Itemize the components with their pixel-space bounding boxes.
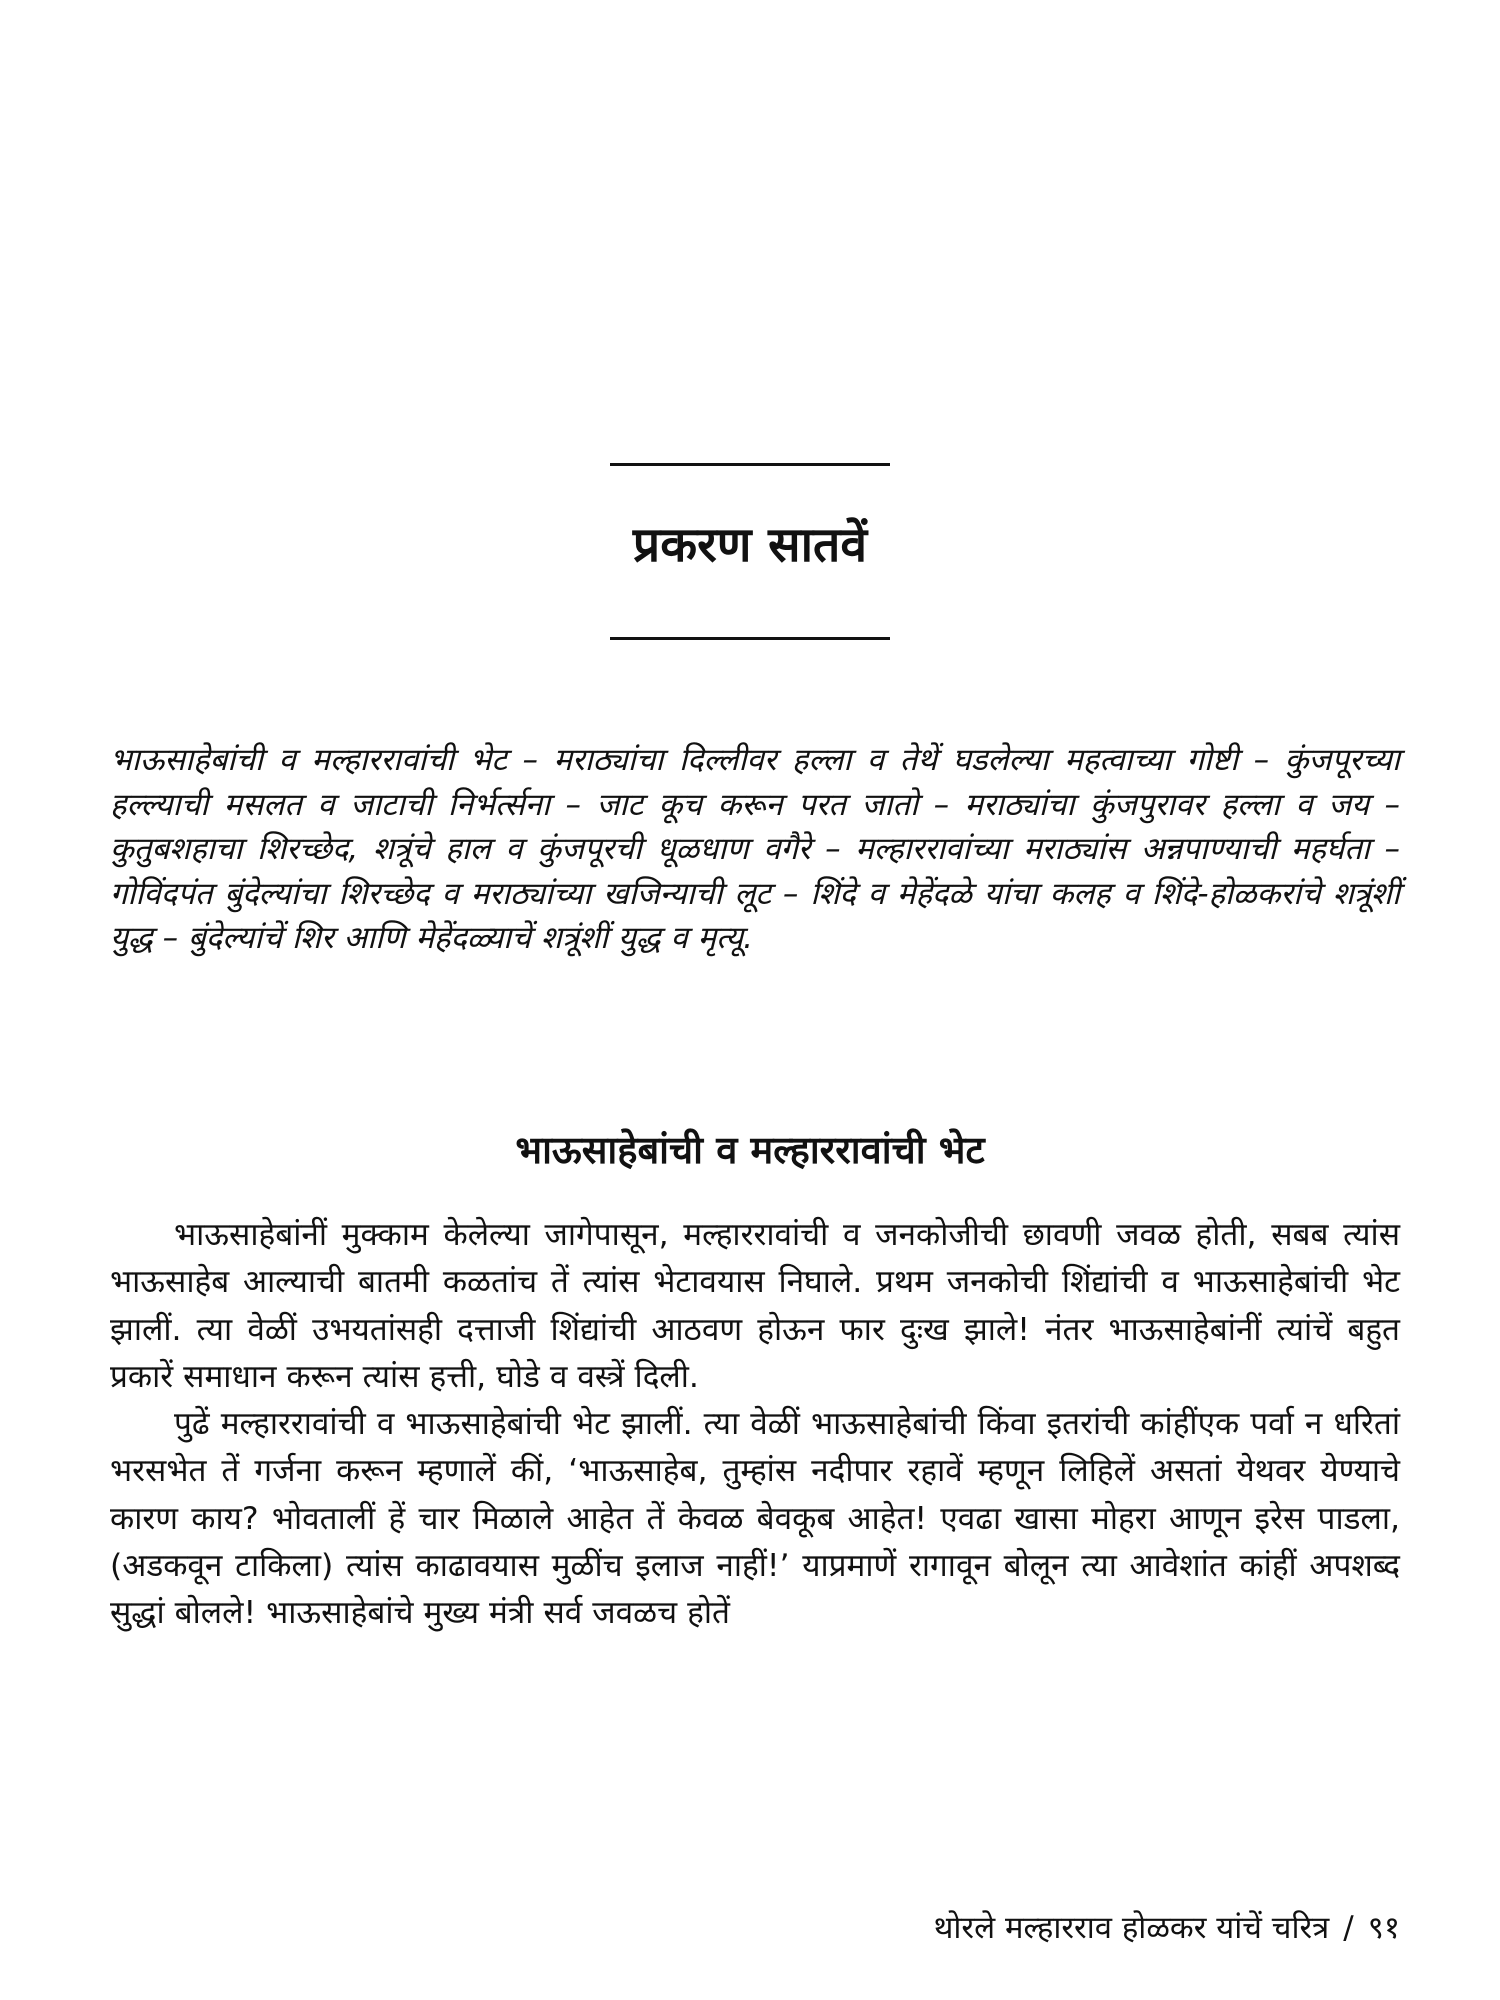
page-number: ९१ <box>1367 1910 1400 1946</box>
chapter-summary: भाऊसाहेबांची व मल्हाररावांची भेट – मराठ्यांचा दिल्लीवर हल्ला व तेथें घडलेल्या महत्वाच्या गोष्टी – कुंजपूरच्या हल्ल्याची मसलत व जाटाची निर्भर्त्सना – जाट कूच करून परत जातो – मराठ्यांचा कुंजपुरावर हल्ला व जय – कुतुबशहाचा शिरच्छेद, शत्रूंचे हाल व कुंजपूरची धूळधाण वगैरे – मल्हाररावांच्या मराठ्यांस अन्नपाण्याची महर्घता – गोविंदपंत बुंदेल्यांचा शिरच्छेद व मराठ्यांच्या खजिन्याची लूट – शिंदे व मेहेंदळे यांचा कलह व शिंदे-होळकरांचे शत्रूंशीं युद्ध – बुंदेल्यांचें शिर आणि मेहेंदळ्याचें शत्रूंशीं युद्ध व मृत्यू. <box>110 742 1400 957</box>
footer-book-title: थोरले मल्हारराव होळकर यांचें चरित्र <box>933 1910 1330 1946</box>
paragraph: भाऊसाहेबांनीं मुक्काम केलेल्या जागेपासून, मल्हाररावांची व जनकोजीची छावणी जवळ होती, सबब त्यांस भाऊसाहेब आल्याची बातमी कळतांच तें त्यांस भेटावयास निघाले. प्रथम जनकोची शिंद्यांची व भाऊसाहेबांची भेट झालीं. त्या वेळीं उभयतांसही दत्ताजी शिंद्यांची आठवण होऊन फार दुःख झाले! नंतर भाऊसाहेबांनीं त्यांचें बहुत प्रकारें समाधान करून त्यांस हत्ती, घोडे व वस्त्रें दिली. <box>110 1217 1400 1395</box>
section-body <box>110 1212 1400 1638</box>
chapter-title: प्रकरण सातवें <box>632 517 868 573</box>
chapter-rule-top <box>610 463 890 466</box>
page-footer <box>934 1908 1400 1948</box>
paragraph: पुढें मल्हाररावांची व भाऊसाहेबांची भेट झालीं. त्या वेळीं भाऊसाहेबांची किंवा इतरांची कांहींएक पर्वा न धरितां भरसभेत तें गर्जना करून म्हणालें कीं, ‘भाऊसाहेब, तुम्हांस नदीपार रहावें म्हणून लिहिलें असतां येथवर येण्याचे कारण काय? भोवतालीं हें चार मिळाले आहेत तें केवळ बेवकूब आहेत! एवढा खासा मोहरा आणून इरेस पाडला, (अडकवून टाकिला) त्यांस काढावयास मुळींच इलाज नाहीं!’ याप्रमाणें रागावून बोलून त्या आवेशांत कांहीं अपशब्द सुद्धां बोलले! भाऊसाहेबांचे मुख्य मंत्री सर्व जवळच होतें <box>110 1406 1400 1632</box>
section-heading: भाऊसाहेबांची व मल्हाररावांची भेट <box>515 1128 985 1172</box>
chapter-rule-bottom <box>610 637 890 640</box>
footer-separator: / <box>1343 1910 1354 1946</box>
